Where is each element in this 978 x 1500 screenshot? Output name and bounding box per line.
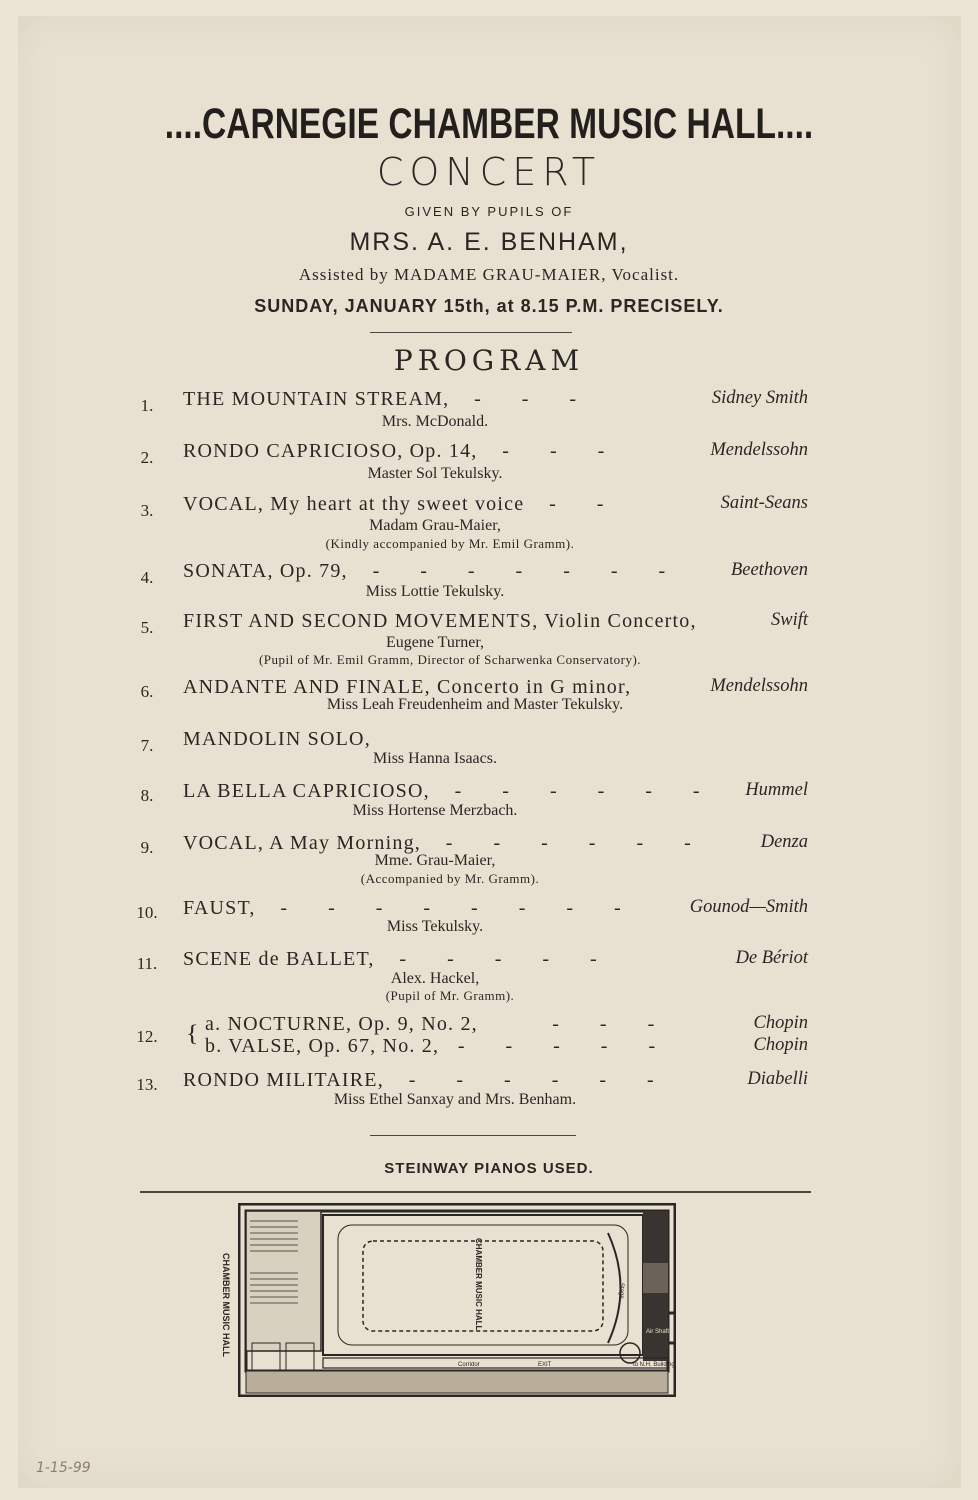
item-note: (Accompanied by Mr. Gramm). [360,871,540,886]
host-name: MRS. A. E. BENHAM, [349,228,629,256]
item-performer: Miss Hortense Merzbach. [352,802,518,819]
side-label: CHAMBER MUSIC HALL [221,1253,231,1357]
item-title: SONATA, Op. 79, - - - - - - - [183,560,684,582]
item-title: VOCAL, My heart at thy sweet voice - - [183,493,622,515]
divider-plan [140,1191,811,1193]
item-composer-a: Chopin [753,1013,808,1033]
item-performer: Miss Leah Freudenheim and Master Tekulsky. [326,696,624,713]
item-number: 6. [140,682,154,701]
hall-label: CHAMBER MUSIC HALL [474,1238,483,1331]
item-performer: Alex. Hackel, [390,970,480,987]
item-number: 10. [136,903,158,922]
item-composer: De Bériot [735,948,808,968]
item-number: 11. [136,954,158,973]
item-title-a: a. NOCTURNE, Op. 9, No. 2, - - - [205,1013,673,1035]
assisted-line: Assisted by MADAME GRAU-MAIER, Vocalist. [298,265,680,284]
item-composer: Beethoven [730,560,808,580]
item-title: RONDO MILITAIRE, - - - - - - [183,1069,672,1091]
item-number: 2. [140,448,154,467]
item-title: FAUST, - - - - - - - - [183,897,639,919]
item-title: THE MOUNTAIN STREAM, - - - [183,388,595,410]
item-composer: Gounod—Smith [689,897,808,917]
item-composer: Mendelssohn [710,440,808,460]
item-number: 1. [140,396,154,415]
item-number: 8. [140,786,154,805]
item-composer: Swift [770,610,808,630]
exit-label: EXIT [538,1362,552,1368]
item-title: VOCAL, A May Morning, - - - - - - [183,832,709,854]
item-composer: Denza [760,832,808,852]
item-number: 3. [140,501,154,520]
divider-bottom [370,1135,576,1136]
item-number: 5. [140,618,154,637]
item-note: (Kindly accompanied by Mr. Emil Gramm). [325,536,575,551]
pencil-annotation: 1-15-99 [36,1460,91,1476]
item-number: 13. [136,1075,158,1094]
item-performer: Mme. Grau-Maier, [374,852,496,869]
item-performer: Eugene Turner, [385,634,484,651]
corridor-label: Corridor [458,1362,480,1368]
item-note: (Pupil of Mr. Emil Gramm, Director of Scharwenka Conservatory). [258,652,642,667]
item-performer: Miss Lottie Tekulsky. [365,583,505,600]
concert-heading: CONCERT [376,150,602,194]
item-performer: Miss Ethel Sanxay and Mrs. Benham. [333,1091,577,1108]
item-performer: Madam Grau-Maier, [369,517,501,534]
item-composer: Sidney Smith [711,388,808,408]
item-composer: Saint-Seans [720,493,808,513]
date-line: SUNDAY, JANUARY 15th, at 8.15 P.M. PRECISELY. [254,296,724,316]
venue-title: ....CARNEGIE CHAMBER MUSIC HALL.... [164,100,814,148]
item-number: 7. [140,736,154,755]
item-title: LA BELLA CAPRICIOSO, - - - - - - [183,780,718,802]
item-performer: Miss Tekulsky. [386,918,484,935]
item-title: RONDO CAPRICIOSO, Op. 14, - - - [183,440,623,462]
item-performer: Master Sol Tekulsky. [367,465,503,482]
item-composer-b: Chopin [753,1035,808,1055]
air-shaft-label: Air Shaft [646,1329,670,1335]
floor-plan [238,1203,676,1397]
building-label: to N.H. Building [633,1362,675,1368]
item-number: 12. [136,1027,158,1046]
item-number: 9. [140,838,154,857]
brace: { [186,1020,199,1047]
item-title: FIRST AND SECOND MOVEMENTS, Violin Concerto, [183,610,697,632]
item-note: (Pupil of Mr. Gramm). [385,988,515,1003]
program-heading: PROGRAM [393,344,585,377]
item-title: MANDOLIN SOLO, [183,728,371,750]
item-composer: Hummel [745,780,808,800]
item-performer: Mrs. McDonald. [381,413,489,430]
item-performer: Miss Hanna Isaacs. [373,750,497,767]
item-composer: Mendelssohn [710,676,808,696]
item-title: SCENE de BALLET, - - - - - [183,948,615,970]
divider-top [370,332,572,333]
item-number: 4. [140,568,154,587]
item-composer: Diabelli [747,1069,808,1089]
stage-label: Stage [618,1283,624,1299]
item-title-b: b. VALSE, Op. 67, No. 2, - - - - - [205,1035,674,1057]
given-by-line: GIVEN BY PUPILS OF [404,204,574,219]
item-title: ANDANTE AND FINALE, Concerto in G minor, [183,676,632,698]
pianos-note: STEINWAY PIANOS USED. [384,1160,594,1177]
